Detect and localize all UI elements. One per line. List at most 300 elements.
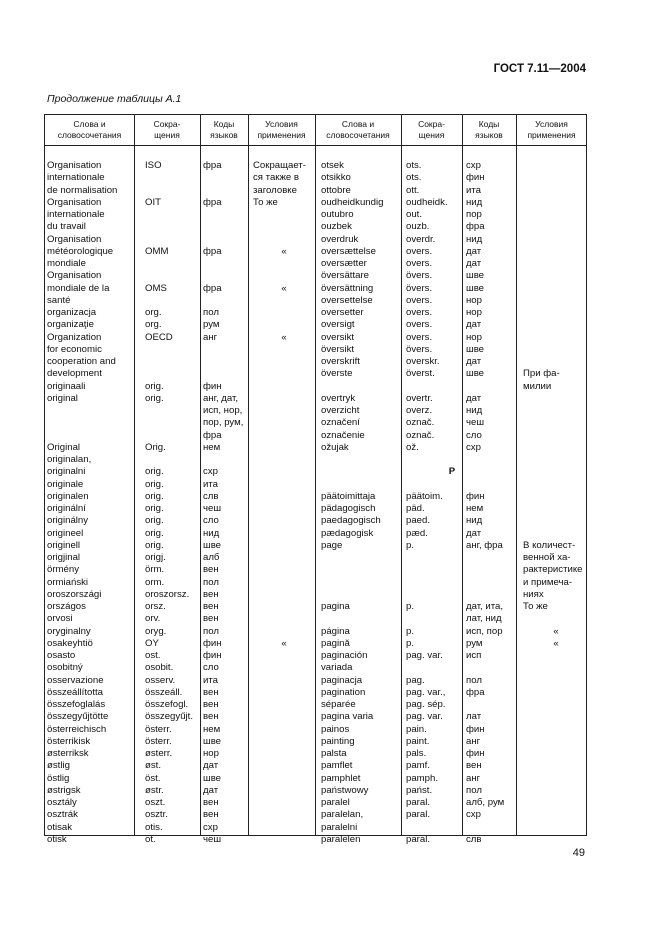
table-row	[316, 405, 588, 417]
table-row	[45, 577, 317, 589]
cell-language-code: лат, нид	[466, 613, 502, 625]
cell-language-code: шве	[466, 282, 485, 294]
table-row	[45, 711, 317, 723]
cell-word: Organisation	[47, 196, 102, 208]
table-row	[316, 552, 588, 564]
cell-language-code: пор, рум,	[203, 417, 244, 429]
table-row	[316, 564, 588, 576]
cell-word: østerriksk	[47, 748, 89, 759]
table-row	[45, 479, 317, 491]
cell-abbreviation: ot.	[145, 833, 156, 845]
table-row	[45, 454, 317, 466]
cell-word: paralelan,	[321, 809, 364, 821]
table-row	[45, 638, 317, 650]
cell-abbreviation: overz.	[406, 405, 433, 416]
cell-abbreviation: összegyűjt.	[145, 711, 193, 723]
cell-word: outubro	[321, 209, 354, 220]
cell-word: paralel	[321, 797, 350, 808]
cell-abbreviation: öst.	[145, 772, 161, 784]
table-row	[45, 246, 317, 258]
cell-language-code: пол	[466, 784, 482, 796]
table-row	[316, 626, 588, 638]
table-row	[45, 283, 317, 295]
cell-word: pagina varia	[321, 711, 374, 723]
cell-language-code: ита	[203, 674, 218, 686]
table-row	[45, 675, 317, 687]
cell-language-code: вен	[203, 601, 219, 612]
table-row	[316, 773, 588, 785]
cell-word: osobitný	[47, 662, 83, 674]
cell-word: otsek	[321, 160, 344, 171]
cell-abbreviation: pag. var.	[406, 650, 443, 661]
cell-language-code: исп, пор	[466, 625, 503, 637]
table-row	[316, 503, 588, 515]
table-row	[45, 258, 317, 270]
cell-word: pagina	[321, 601, 350, 612]
cell-language-code: анг	[203, 331, 218, 343]
cell-language-code: ита	[203, 478, 218, 490]
cell-word: overtryk	[321, 392, 356, 404]
cell-word: országos	[47, 601, 86, 612]
cell-language-code: нид	[203, 527, 220, 539]
cell-word: painting	[321, 735, 355, 747]
cell-language-code: анг, фра	[466, 539, 503, 551]
cell-abbreviation: osobit.	[145, 662, 174, 674]
cell-language-code: шве	[203, 772, 222, 784]
cell-language-code: пол	[466, 674, 482, 686]
cell-language-code: рум	[203, 319, 220, 331]
cell-word: originell	[47, 539, 81, 551]
cell-condition: Сокращает-	[253, 160, 306, 171]
table-row	[316, 430, 588, 442]
table-row	[316, 307, 588, 319]
header-codes-right	[462, 118, 516, 142]
cell-abbreviation: overs.	[406, 331, 433, 343]
cell-abbreviation: overs.	[406, 258, 433, 269]
table-row	[316, 185, 588, 197]
cell-language-code: фра	[466, 686, 485, 698]
cell-abbreviation: overtr.	[406, 392, 433, 404]
cell-language-code: анг	[466, 735, 481, 747]
table-row	[45, 270, 317, 282]
cell-language-code: пол	[203, 307, 219, 318]
cell-language-code: фра	[466, 221, 485, 233]
cell-abbreviation: pag. var.	[406, 711, 443, 723]
cell-abbreviation: oudheidk.	[406, 196, 448, 208]
table-row	[316, 454, 588, 466]
cell-word: originální	[47, 503, 86, 514]
cell-word: østrigsk	[47, 784, 81, 796]
cell-abbreviation: paral.	[406, 797, 430, 808]
cell-condition: «	[281, 331, 287, 343]
cell-word: página	[321, 625, 350, 637]
cell-condition: и примеча-	[523, 576, 573, 588]
cell-abbreviation: org.	[145, 319, 162, 331]
cell-language-code: нид	[466, 233, 483, 245]
table-row	[45, 172, 317, 184]
cell-abbreviation: OMM	[145, 245, 169, 257]
cell-word: overzicht	[321, 405, 360, 416]
cell-word: for economic	[47, 343, 102, 355]
cell-language-code: нор	[466, 294, 482, 306]
cell-abbreviation: orig.	[145, 466, 164, 478]
cell-abbreviation: ož.	[406, 441, 419, 453]
table-row	[316, 601, 588, 613]
cell-word: oversættelse	[321, 245, 376, 257]
header-conditions-line1: Условия	[265, 119, 298, 129]
cell-word: pamflet	[321, 760, 353, 772]
table-row	[316, 160, 588, 172]
cell-language-code: схр	[466, 160, 481, 171]
cell-abbreviation: p.	[406, 539, 415, 551]
cell-word: oudheidkundig	[321, 196, 384, 208]
table-row	[45, 748, 317, 760]
cell-word: paginación	[321, 650, 368, 661]
abbreviation-table	[44, 114, 587, 845]
table-row	[45, 368, 317, 380]
table-row	[45, 822, 317, 834]
table-row	[316, 809, 588, 821]
table-row	[316, 491, 588, 503]
table-row	[316, 760, 588, 772]
cell-word: internationale	[47, 172, 105, 184]
table-row	[45, 209, 317, 221]
cell-word: Organisation	[47, 160, 102, 171]
cell-language-code: лат	[466, 711, 482, 723]
cell-language-code: фин	[466, 748, 485, 759]
table-row	[45, 528, 317, 540]
cell-language-code: пор	[466, 209, 482, 220]
cell-abbreviation: överst.	[406, 368, 435, 380]
table-row	[45, 234, 317, 246]
cell-language-code: фра	[203, 245, 222, 257]
cell-language-code: нем	[203, 441, 221, 453]
header-conditions-line2: применения	[257, 130, 306, 140]
cell-abbreviation: Orig.	[145, 441, 166, 453]
cell-abbreviation: pals.	[406, 748, 427, 759]
cell-abbreviation: oszt.	[145, 797, 166, 808]
cell-word: organizaţie	[47, 319, 94, 331]
cell-language-code: пол	[203, 576, 219, 588]
cell-language-code: вен	[203, 711, 219, 723]
header-words-line1: Слова и	[341, 119, 375, 129]
cell-abbreviation: pag. var.,	[406, 686, 446, 698]
cell-abbreviation: összeáll.	[145, 686, 183, 698]
cell-word: pagină	[321, 637, 350, 649]
header-conditions-right	[516, 118, 587, 142]
table-row	[45, 589, 317, 601]
cell-language-code: слв	[203, 490, 219, 502]
cell-word: összefoglalás	[47, 699, 106, 710]
table-row	[316, 234, 588, 246]
table-row	[45, 515, 317, 527]
cell-abbreviation: osztr.	[145, 809, 168, 821]
table-row	[316, 711, 588, 723]
header-words-line2: словосочетания	[57, 130, 122, 140]
cell-abbreviation: pag. sép.	[406, 699, 446, 710]
table-row	[45, 564, 317, 576]
cell-abbreviation: orig.	[145, 515, 164, 527]
cell-word: ormiański	[47, 576, 89, 588]
header-conditions-line2: применения	[527, 130, 576, 140]
cell-condition: При фа-	[523, 368, 560, 380]
table-row	[316, 270, 588, 282]
cell-abbreviation: összefogl.	[145, 699, 189, 710]
table-row	[316, 638, 588, 650]
cell-language-code: фин	[203, 650, 222, 661]
cell-abbreviation: OMS	[145, 282, 167, 294]
cell-abbreviation: p.	[406, 625, 415, 637]
cell-word: séparée	[321, 699, 356, 710]
cell-abbreviation: overs.	[406, 245, 433, 257]
table-row	[316, 442, 588, 454]
header-codes-line2: языков	[475, 130, 503, 140]
table-row	[316, 687, 588, 699]
document-code: ГОСТ 7.11—2004	[493, 63, 586, 75]
cell-word: organizacja	[47, 307, 97, 318]
cell-abbreviation: övers.	[406, 270, 433, 282]
cell-word: santé	[47, 294, 71, 306]
table-row	[45, 724, 317, 736]
cell-word: development	[47, 368, 102, 380]
cell-abbreviation: ots.	[406, 172, 422, 184]
cell-abbreviation: overs.	[406, 307, 433, 318]
cell-word: ottobre	[321, 184, 351, 196]
table-row	[316, 515, 588, 527]
cell-abbreviation: pamf.	[406, 760, 430, 772]
cell-word: original	[47, 392, 78, 404]
cell-word: originálny	[47, 515, 89, 527]
cell-abbreviation: paral.	[406, 833, 430, 845]
table-row	[45, 491, 317, 503]
cell-abbreviation: ots.	[406, 160, 422, 171]
table-row	[45, 650, 317, 662]
table-row	[45, 430, 317, 442]
cell-word: Organisation	[47, 270, 102, 282]
cell-word: överste	[321, 368, 353, 380]
table-row	[45, 809, 317, 821]
table-row	[316, 822, 588, 834]
cell-abbreviation: övers.	[406, 343, 433, 355]
cell-condition: «	[281, 637, 287, 649]
cell-abbreviation: østr.	[145, 784, 164, 796]
cell-word: pädagogisch	[321, 503, 376, 514]
cell-language-code: чеш	[466, 417, 485, 429]
cell-condition: милии	[523, 380, 552, 392]
table-row	[316, 344, 588, 356]
cell-language-code: алб, рум	[466, 797, 505, 808]
table-row	[316, 283, 588, 295]
cell-word: otsikko	[321, 172, 351, 184]
table-row	[45, 319, 317, 331]
header-words-line1: Слова и	[73, 119, 106, 129]
cell-abbreviation: overdr.	[406, 233, 436, 245]
table-row	[316, 197, 588, 209]
cell-language-code: анг, дат,	[203, 392, 239, 404]
cell-abbreviation: pæd.	[406, 527, 428, 539]
table-row	[316, 699, 588, 711]
table-row	[316, 736, 588, 748]
cell-abbreviation: overskr.	[406, 356, 440, 367]
cell-abbreviation: österr.	[145, 723, 172, 735]
cell-abbreviation: oroszorsz.	[145, 588, 190, 600]
cell-language-code: фин	[203, 637, 222, 649]
cell-word: origjinal	[47, 552, 81, 563]
cell-language-code: дат	[466, 356, 482, 367]
table-row	[316, 356, 588, 368]
table-row	[316, 613, 588, 625]
cell-language-code: шве	[466, 343, 485, 355]
table-row	[316, 479, 588, 491]
header-codes	[200, 118, 248, 142]
cell-language-code: нор	[466, 307, 482, 318]
table-row	[45, 307, 317, 319]
cell-language-code: нид	[466, 196, 483, 208]
cell-abbreviation: pamph.	[406, 772, 438, 784]
cell-condition: рактеристике	[523, 564, 583, 576]
cell-abbreviation: p.	[406, 601, 415, 612]
cell-language-code: вен	[203, 699, 219, 710]
cell-condition: В количест-	[523, 539, 576, 551]
cell-abbreviation: päd.	[406, 503, 425, 514]
cell-word: otisk	[47, 833, 67, 845]
cell-language-code: чеш	[203, 503, 222, 514]
table-row	[316, 748, 588, 760]
cell-language-code: дат	[466, 258, 482, 269]
cell-language-code: фра	[203, 160, 222, 171]
cell-language-code: дат	[466, 392, 482, 404]
table-row	[45, 552, 317, 564]
cell-language-code: исп	[466, 650, 482, 661]
cell-word: összegyűjtötte	[47, 711, 109, 723]
table-row	[316, 797, 588, 809]
cell-language-code: фин	[466, 172, 485, 184]
cell-language-code: сло	[203, 515, 219, 527]
cell-word: origineel	[47, 527, 84, 539]
page-number: 49	[572, 847, 585, 859]
cell-language-code: исп, нор,	[203, 405, 243, 416]
cell-word: otisak	[47, 821, 73, 833]
table-row	[45, 356, 317, 368]
table-row	[45, 160, 317, 172]
cell-word: österreichisch	[47, 723, 107, 735]
table-row	[45, 197, 317, 209]
cell-language-code: дат	[466, 527, 482, 539]
cell-abbreviation: ott.	[406, 184, 420, 196]
table-row	[45, 466, 317, 478]
cell-abbreviation: oryg.	[145, 625, 167, 637]
cell-abbreviation: orig.	[145, 490, 164, 502]
cell-abbreviation: pain.	[406, 723, 427, 735]
cell-word: osasto	[47, 650, 76, 661]
cell-abbreviation: overs.	[406, 294, 433, 306]
table-row	[45, 613, 317, 625]
cell-language-code: нем	[203, 723, 221, 735]
table-row	[316, 589, 588, 601]
cell-language-code: нор	[203, 748, 219, 759]
table-row	[45, 417, 317, 429]
cell-language-code: фра	[203, 282, 222, 294]
table-row	[45, 662, 317, 674]
cell-abbreviation: paint.	[406, 735, 430, 747]
cell-word: du travail	[47, 221, 86, 233]
cell-condition: «	[553, 637, 559, 649]
cell-condition: заголовке	[253, 184, 297, 196]
cell-language-code: вен	[203, 564, 219, 576]
cell-word: pamphlet	[321, 772, 361, 784]
cell-abbreviation: övers.	[406, 282, 433, 294]
table-row	[45, 405, 317, 417]
cell-word: internationale	[47, 209, 105, 220]
table-row	[316, 577, 588, 589]
cell-language-code: рум	[466, 637, 483, 649]
cell-language-code: чеш	[203, 833, 222, 845]
cell-word: pagination	[321, 686, 366, 698]
cell-word: paedagogisch	[321, 515, 381, 527]
cell-language-code: вен	[466, 760, 482, 772]
cell-language-code: фин	[466, 723, 485, 735]
cell-language-code: вен	[203, 613, 219, 625]
cell-abbreviation: orm.	[145, 576, 165, 588]
cell-word: paginacja	[321, 674, 363, 686]
table-row	[45, 295, 317, 307]
cell-language-code: шве	[466, 368, 485, 380]
cell-word: pædagogisk	[321, 527, 374, 539]
cell-word: page	[321, 539, 343, 551]
cell-abbreviation: org.	[145, 307, 162, 318]
cell-word: osztrák	[47, 809, 78, 821]
cell-word: overdruk	[321, 233, 359, 245]
table-row	[316, 417, 588, 429]
cell-language-code: схр	[203, 466, 218, 478]
cell-language-code: фра	[203, 196, 222, 208]
table-row	[45, 601, 317, 613]
cell-abbreviation: overs.	[406, 319, 433, 331]
cell-word: mondiale	[47, 258, 86, 269]
section-letter: P	[448, 466, 456, 478]
cell-word: painos	[321, 723, 350, 735]
cell-language-code: шве	[203, 539, 222, 551]
cell-word: označenie	[321, 429, 365, 441]
cell-word: översättare	[321, 270, 369, 282]
table-row	[316, 332, 588, 344]
table-row	[316, 295, 588, 307]
cell-word: paralelen	[321, 833, 361, 845]
cell-abbreviation: OY	[145, 637, 159, 649]
cell-word: oversætter	[321, 258, 367, 269]
cell-condition: То же	[253, 196, 278, 208]
cell-abbreviation: out.	[406, 209, 423, 220]
header-conditions-line1: Условия	[535, 119, 568, 129]
header-abbr-line2: щения	[418, 130, 445, 140]
cell-word: palsta	[321, 748, 347, 759]
cell-language-code: схр	[203, 821, 218, 833]
cell-language-code: шве	[466, 270, 485, 282]
table-row	[45, 773, 317, 785]
table-row	[316, 675, 588, 687]
cell-abbreviation: označ.	[406, 429, 435, 441]
cell-word: originale	[47, 478, 84, 490]
cell-language-code: анг	[466, 772, 481, 784]
cell-word: örmény	[47, 564, 79, 576]
table-row	[316, 650, 588, 662]
cell-word: overskrift	[321, 356, 360, 367]
table-row	[45, 332, 317, 344]
cell-language-code: вен	[203, 797, 219, 808]
cell-word: originaali	[47, 380, 86, 392]
cell-language-code: нид	[466, 405, 483, 416]
cell-language-code: нид	[466, 515, 483, 527]
